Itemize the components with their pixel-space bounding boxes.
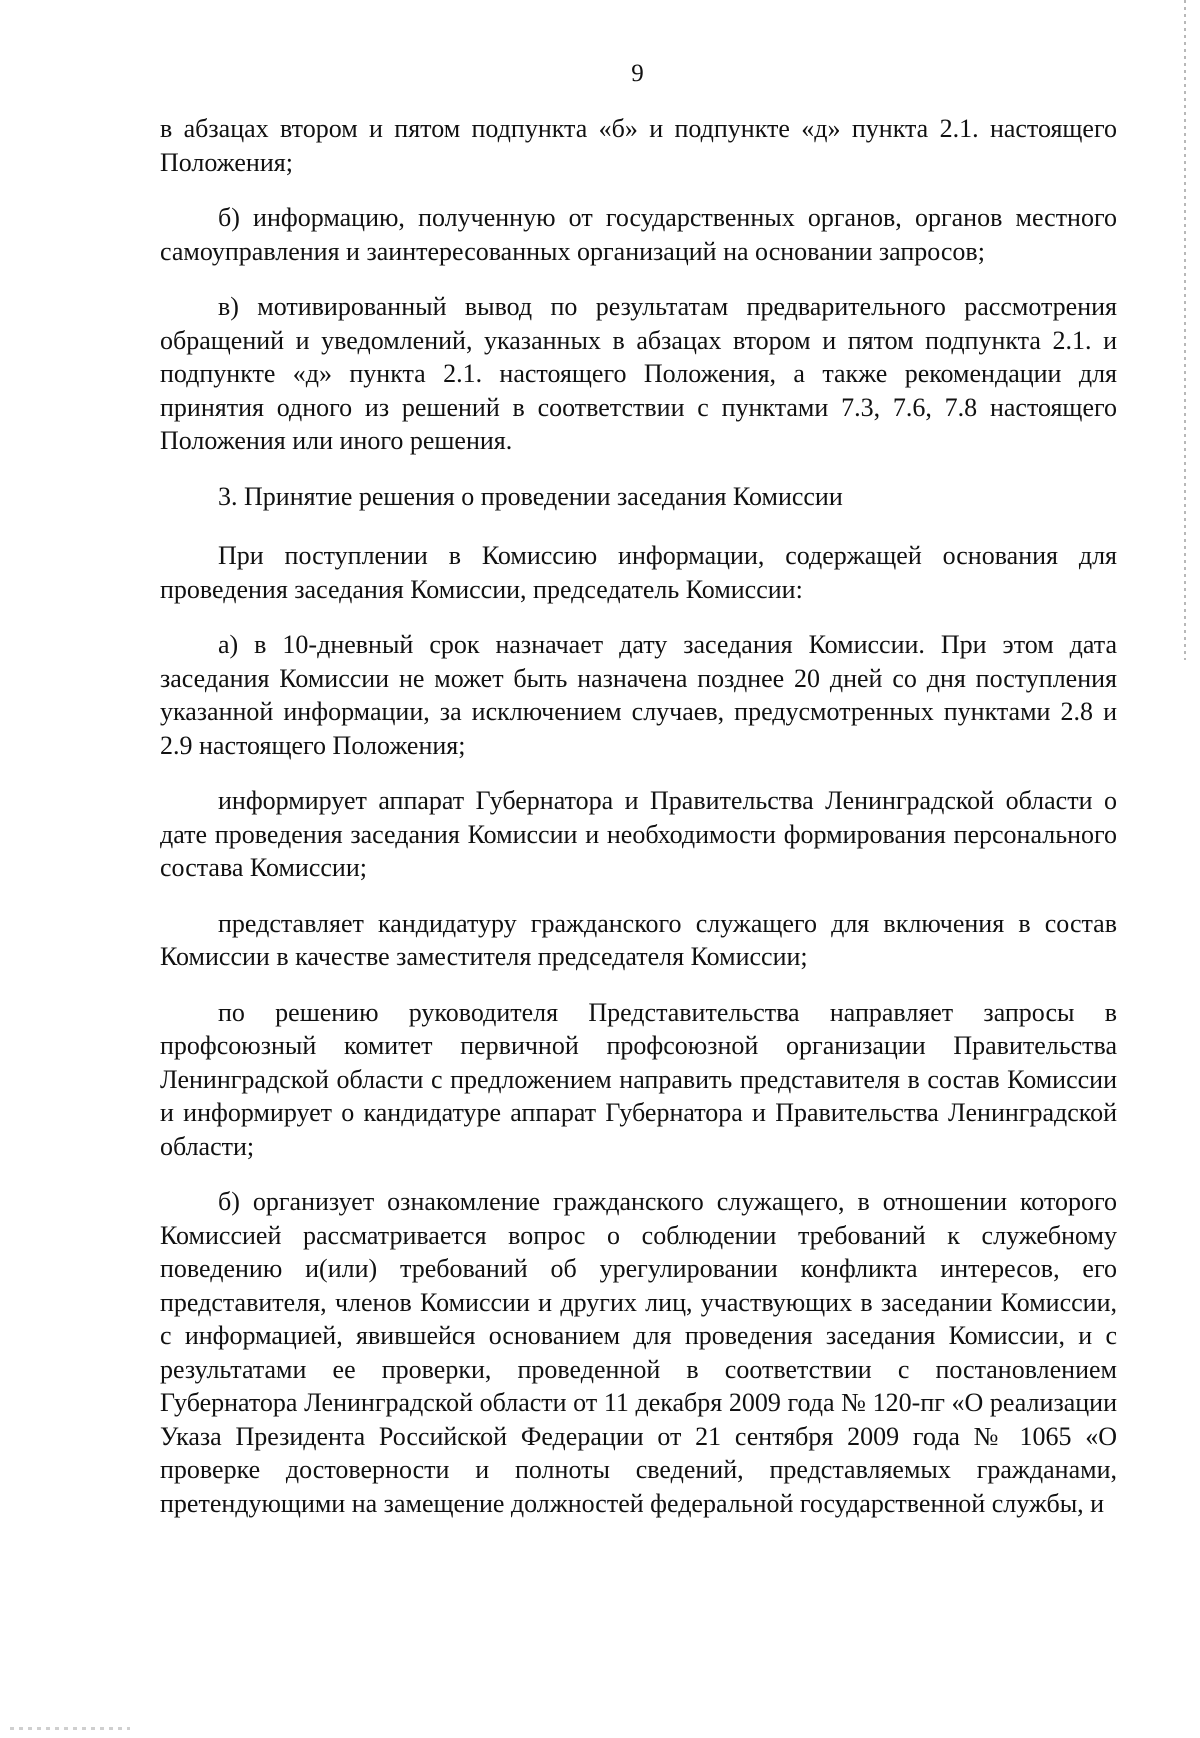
paragraph: информирует аппарат Губернатора и Правительства Ленинградской области о дате проведения заседания Комиссии и необходимости формирования персонального состава Комиссии; [160, 786, 1117, 882]
paragraph: б) организует ознакомление гражданского служащего, в отношении которого Комиссией рассматривается вопрос о соблюдении требований к служебному поведению и(или) требований об урегулировании конфликта интересов, его представителя, членов Комиссии и других лиц, участвующих в заседании Комиссии, с информацией, явившейся основанием для проведения заседания Комиссии, и с результатами ее проверки, проведенной в соответствии с постановлением Губернатора Ленинградской области от 11 декабря 2009 года № 120-пг «О реализации Указа Президента Российской Федерации от 21 сентября 2009 года № 1065 «О проверке достоверности и полноты сведений, представляемых гражданами, претендующими на замещение должностей федеральной государственной службы, и [160, 1187, 1117, 1518]
document-body [160, 112, 1117, 1542]
scan-edge-artifact [1184, 0, 1186, 660]
scan-smudge-artifact [10, 1727, 130, 1730]
paragraph: б) информацию, полученную от государственных органов, органов местного самоуправления и заинтересованных организаций на основании запросов; [160, 203, 1117, 266]
section-heading: 3. Принятие решения о проведении заседания Комиссии [218, 481, 843, 511]
page-number: 9 [631, 60, 644, 87]
paragraph: а) в 10-дневный срок назначает дату заседания Комиссии. При этом дата заседания Комиссии не может быть назначена позднее 20 дней со дня поступления указанной информации, за исключением случаев, предусмотренных пунктами 2.8 и 2.9 настоящего Положения; [160, 630, 1117, 760]
paragraph: в) мотивированный вывод по результатам предварительного рассмотрения обращений и уведомлений, указанных в абзацах втором и пятом подпункта 2.1. и подпункте «д» пункта 2.1. настоящего Положения, а также рекомендации для принятия одного из решений в соответствии с пунктами 7.3, 7.6, 7.8 настоящего Положения или иного решения. [160, 292, 1117, 455]
paragraph: по решению руководителя Представительства направляет запросы в профсоюзный комитет первичной профсоюзной организации Правительства Ленинградской области с предложением направить представителя в состав Комиссии и информирует о кандидатуре аппарат Губернатора и Правительства Ленинградской области; [160, 997, 1117, 1161]
paragraph: При поступлении в Комиссию информации, содержащей основания для проведения заседания Комиссии, председатель Комиссии: [160, 541, 1117, 604]
paragraph: представляет кандидатуру гражданского служащего для включения в состав Комиссии в качестве заместителя председателя Комиссии; [160, 908, 1117, 971]
paragraph: в абзацах втором и пятом подпункта «б» и подпункте «д» пункта 2.1. настоящего Положения; [160, 114, 1117, 177]
